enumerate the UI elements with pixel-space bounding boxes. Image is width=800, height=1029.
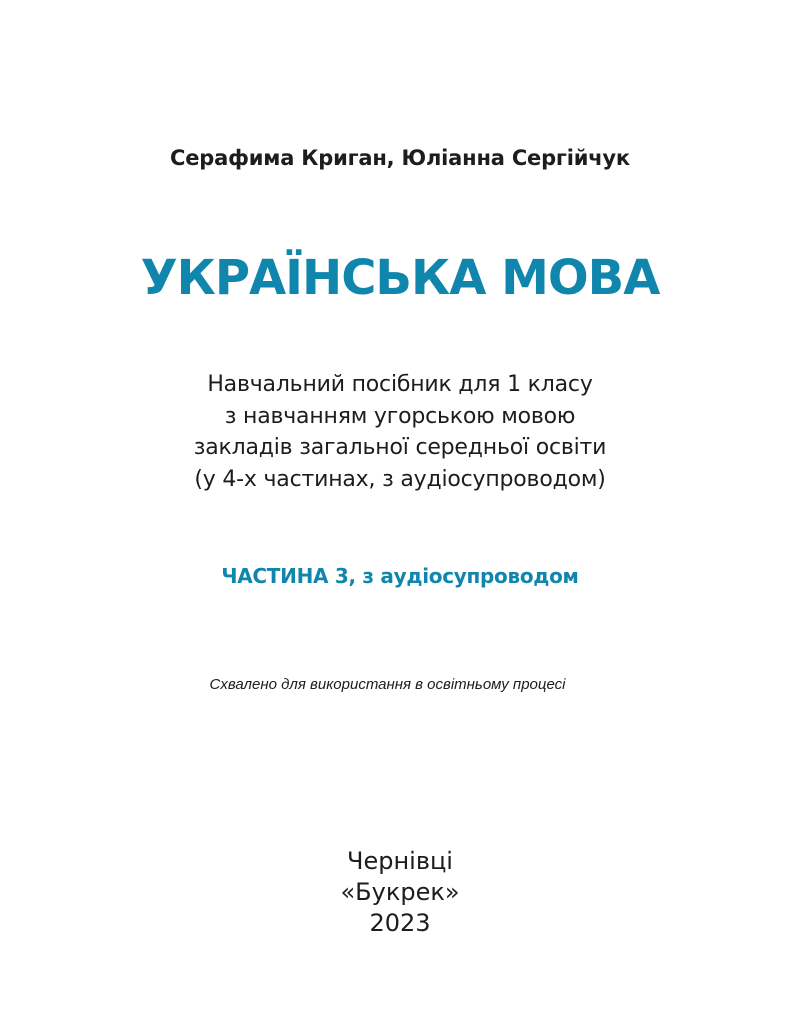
imprint-year: 2023 xyxy=(369,909,431,937)
subtitle-line: (у 4-х частинах, з аудіосупроводом) xyxy=(194,466,606,492)
imprint-city: Чернівці xyxy=(347,847,453,875)
imprint-publisher: «Букрек» xyxy=(340,878,460,906)
book-title: УКРАЇНСЬКА МОВА xyxy=(140,250,660,306)
authors: Серафима Криган, Юліанна Сергійчук xyxy=(170,146,630,170)
subtitle-line: Навчальний посібник для 1 класу xyxy=(207,372,593,397)
imprint xyxy=(0,846,800,939)
part-label: ЧАСТИНА 3, з аудіосупроводом xyxy=(221,564,579,588)
subtitle-line: з навчанням угорською мовою xyxy=(224,403,576,429)
approval-note: Схвалено для використання в освітньому процесі xyxy=(209,676,566,693)
book-subtitle xyxy=(0,369,800,495)
subtitle-line: закладів загальної середньої освіти xyxy=(193,435,607,460)
